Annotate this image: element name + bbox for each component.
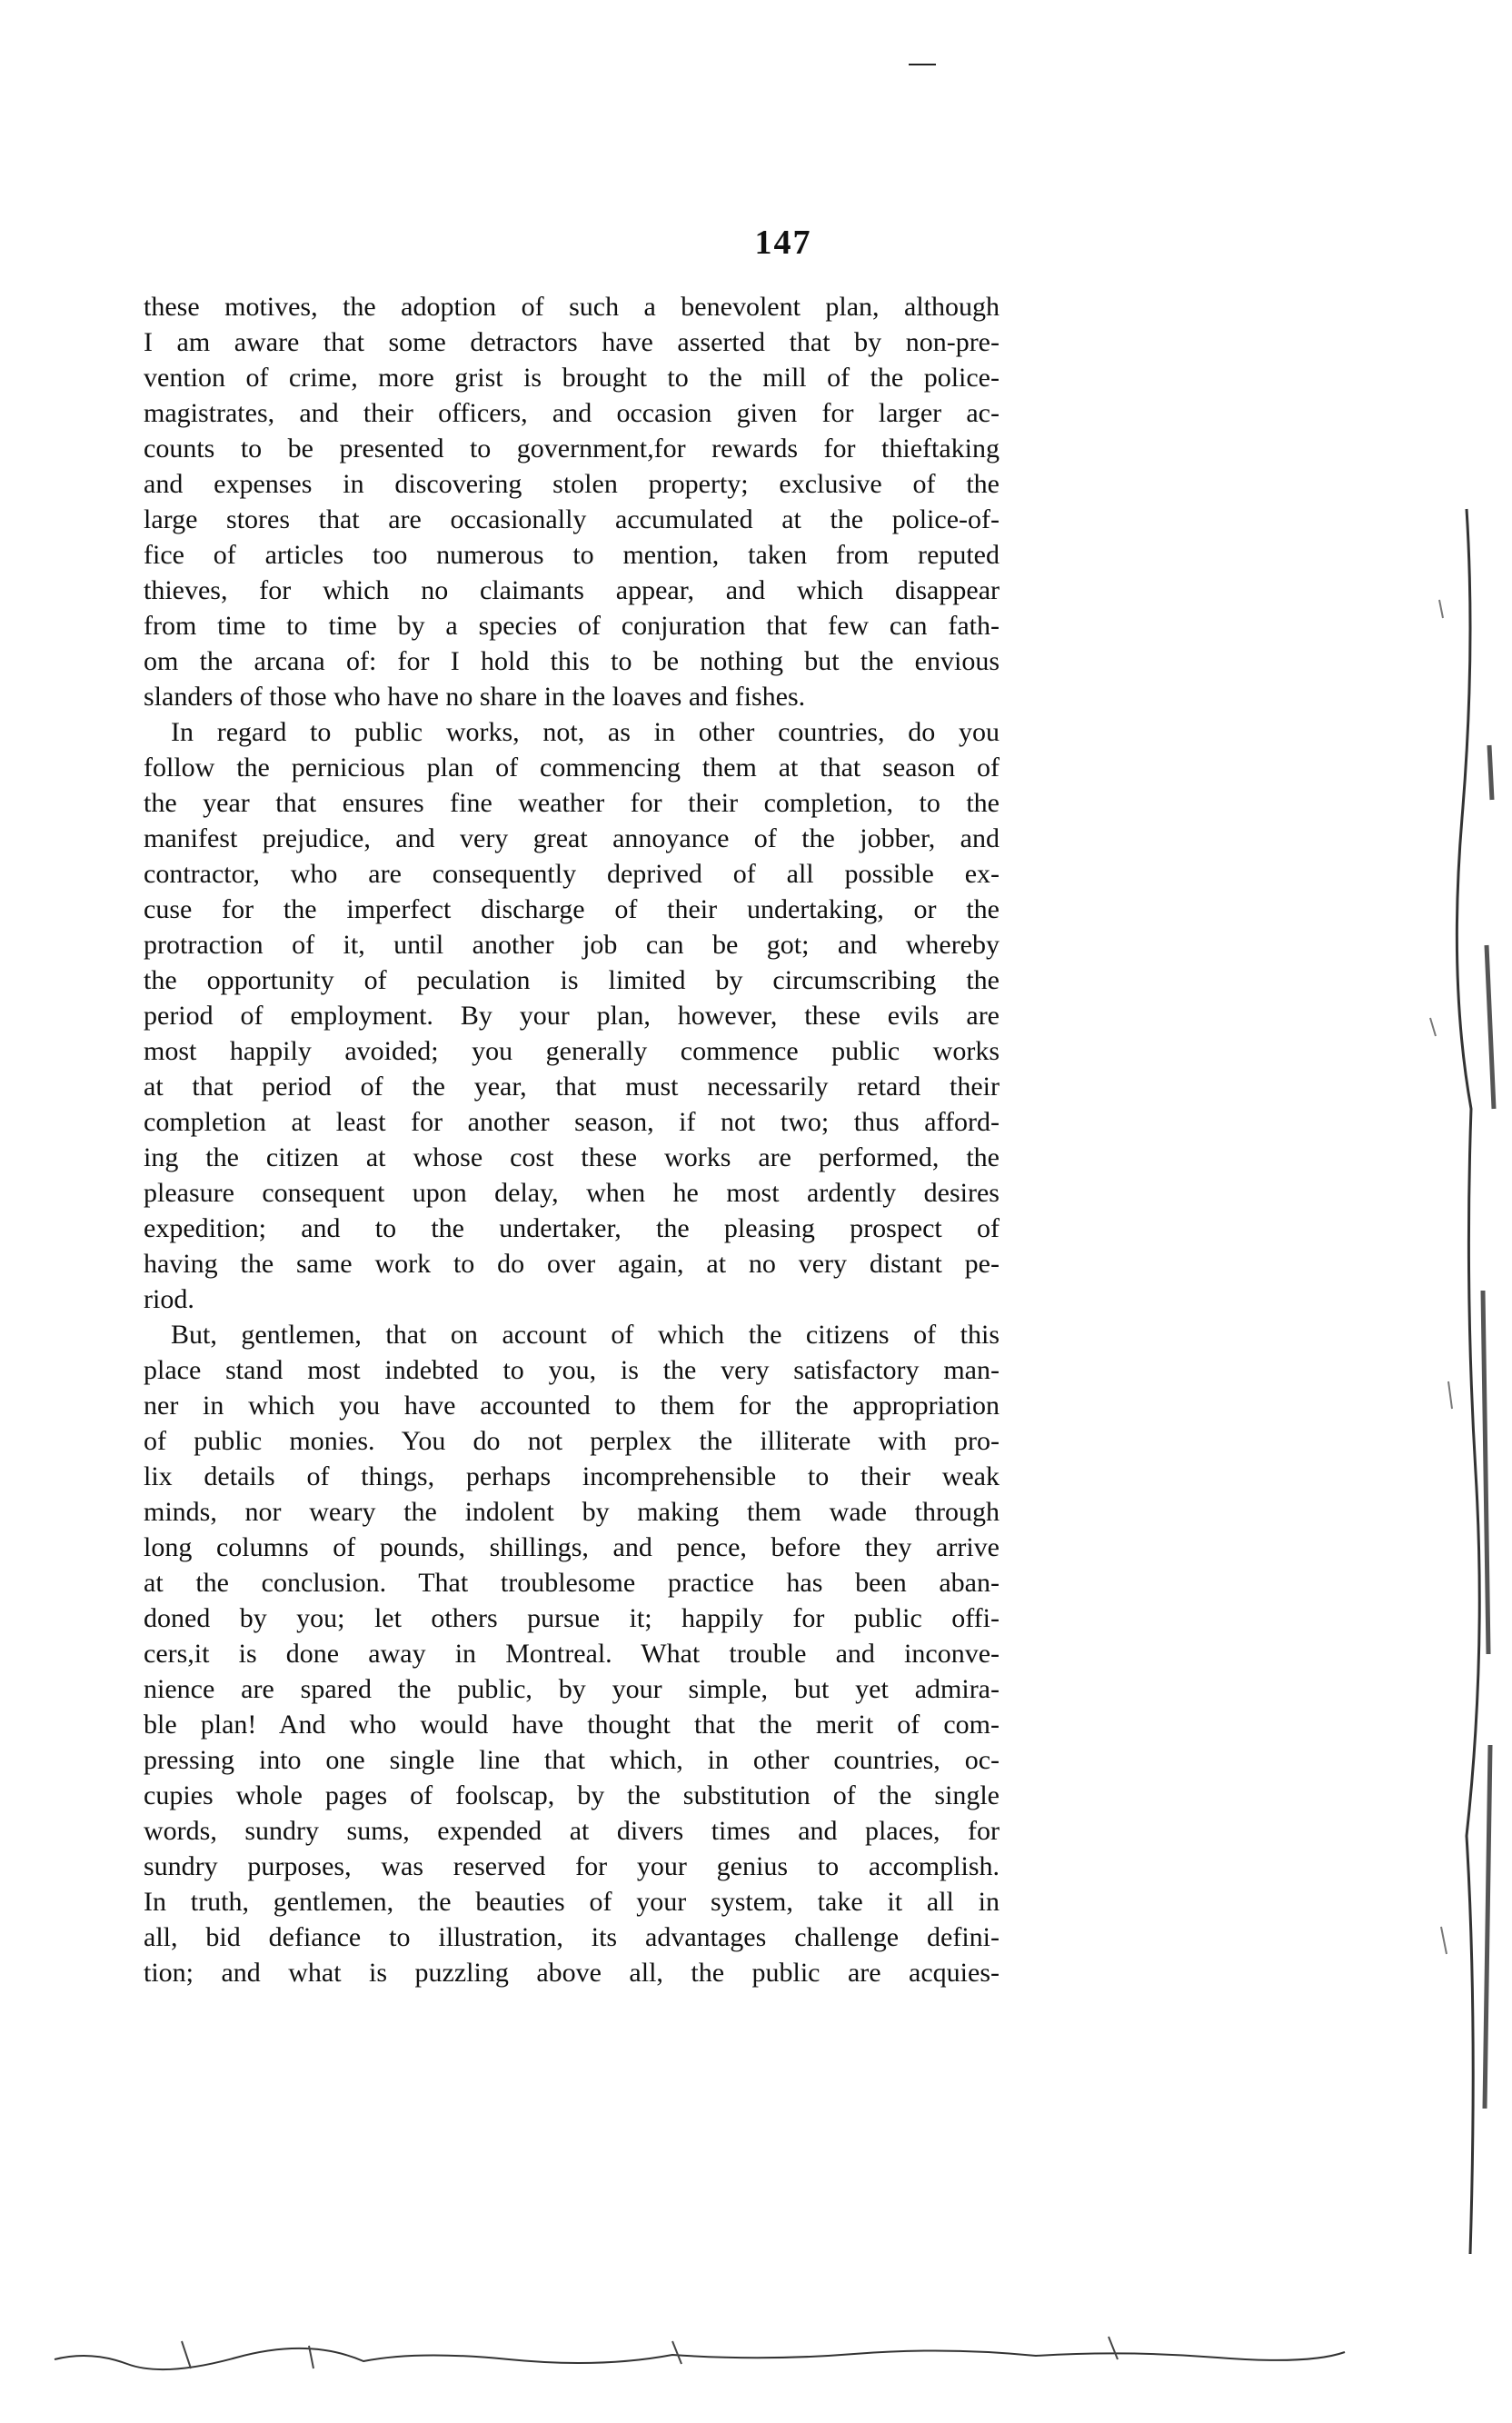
text-line: most happily avoided; you generally commence public works [144,1036,1000,1066]
text-line: from time to time by a species of conjuration that few can fath- [144,611,1000,641]
text-line: cers,it is done away in Montreal. What trouble and inconve- [144,1639,1000,1669]
text-line: In regard to public works, not, as in other countries, do you [171,717,1000,747]
text-line: large stores that are occasionally accumulated at the police-of- [144,504,1000,534]
text-line: fice of articles too numerous to mention, taken from reputed [144,540,1000,570]
text-line: protraction of it, until another job can be got; and whereby [144,930,1000,960]
text-line: place stand most indebted to you, is the very satisfactory man- [144,1355,1000,1385]
text-line: the year that ensures fine weather for their completion, to the [144,788,1000,818]
text-line: lix details of things, perhaps incomprehensible to their weak [144,1461,1000,1491]
text-line: ing the citizen at whose cost these works are performed, the [144,1142,1000,1172]
text-line: thieves, for which no claimants appear, and which disappear [144,575,1000,605]
text-line: doned by you; let others pursue it; happily for public offi- [144,1603,1000,1633]
text-line: expedition; and to the undertaker, the pleasing prospect of [144,1213,1000,1243]
text-line: the opportunity of peculation is limited by circumscribing the [144,965,1000,995]
text-line: and expenses in discovering stolen property; exclusive of the [144,469,1000,499]
text-line: In truth, gentlemen, the beauties of your system, take it all in [144,1887,1000,1917]
text-line: nience are spared the public, by your simple, but yet admira- [144,1674,1000,1704]
text-line: cupies whole pages of foolscap, by the substitution of the single [144,1780,1000,1810]
text-line: I am aware that some detractors have asserted that by non-pre- [144,327,1000,357]
text-line: these motives, the adoption of such a benevolent plan, although [144,292,1000,322]
scan-mark-top [909,64,936,65]
text-line: at the conclusion. That troublesome practice has been aban- [144,1568,1000,1598]
scan-bottom-noise [36,2314,1363,2387]
text-line: words, sundry sums, expended at divers times and places, for [144,1816,1000,1846]
text-line: cuse for the imperfect discharge of their undertaking, or the [144,894,1000,924]
text-line: counts to be presented to government,for rewards for thieftaking [144,434,1000,464]
body-text [144,289,1000,1990]
text-line: manifest prejudice, and very great annoyance of the jobber, and [144,823,1000,853]
scan-edge-noise [1376,473,1512,2290]
text-line: long columns of pounds, shillings, and pence, before they arrive [144,1532,1000,1562]
text-line: contractor, who are consequently deprived of all possible ex- [144,859,1000,889]
text-line: minds, nor weary the indolent by making them wade through [144,1497,1000,1527]
text-line: of public monies. You do not perplex the illiterate with pro- [144,1426,1000,1456]
text-line: follow the pernicious plan of commencing them at that season of [144,753,1000,783]
text-line: magistrates, and their officers, and occasion given for larger ac- [144,398,1000,428]
page-number: 147 [754,224,812,262]
text-line: all, bid defiance to illustration, its advantages challenge defini- [144,1922,1000,1952]
text-line: slanders of those who have no share in the loaves and fishes. [144,682,806,712]
text-line: vention of crime, more grist is brought to the mill of the police- [144,363,1000,393]
text-line: sundry purposes, was reserved for your genius to accomplish. [144,1851,1000,1881]
text-line: having the same work to do over again, at no very distant pe- [144,1249,1000,1279]
text-line: riod. [144,1284,194,1314]
text-line: ner in which you have accounted to them for the appropriation [144,1391,1000,1421]
text-line: om the arcana of: for I hold this to be nothing but the envious [144,646,1000,676]
text-line: period of employment. By your plan, however, these evils are [144,1001,1000,1031]
text-line: at that period of the year, that must necessarily retard their [144,1072,1000,1102]
text-line: tion; and what is puzzling above all, the public are acquies- [144,1958,1000,1988]
text-line: pressing into one single line that which, in other countries, oc- [144,1745,1000,1775]
text-line: pleasure consequent upon delay, when he most ardently desires [144,1178,1000,1208]
text-line: But, gentlemen, that on account of which the citizens of this [171,1320,1000,1350]
text-line: ble plan! And who would have thought that the merit of com- [144,1710,1000,1740]
text-line: completion at least for another season, if not two; thus afford- [144,1107,1000,1137]
